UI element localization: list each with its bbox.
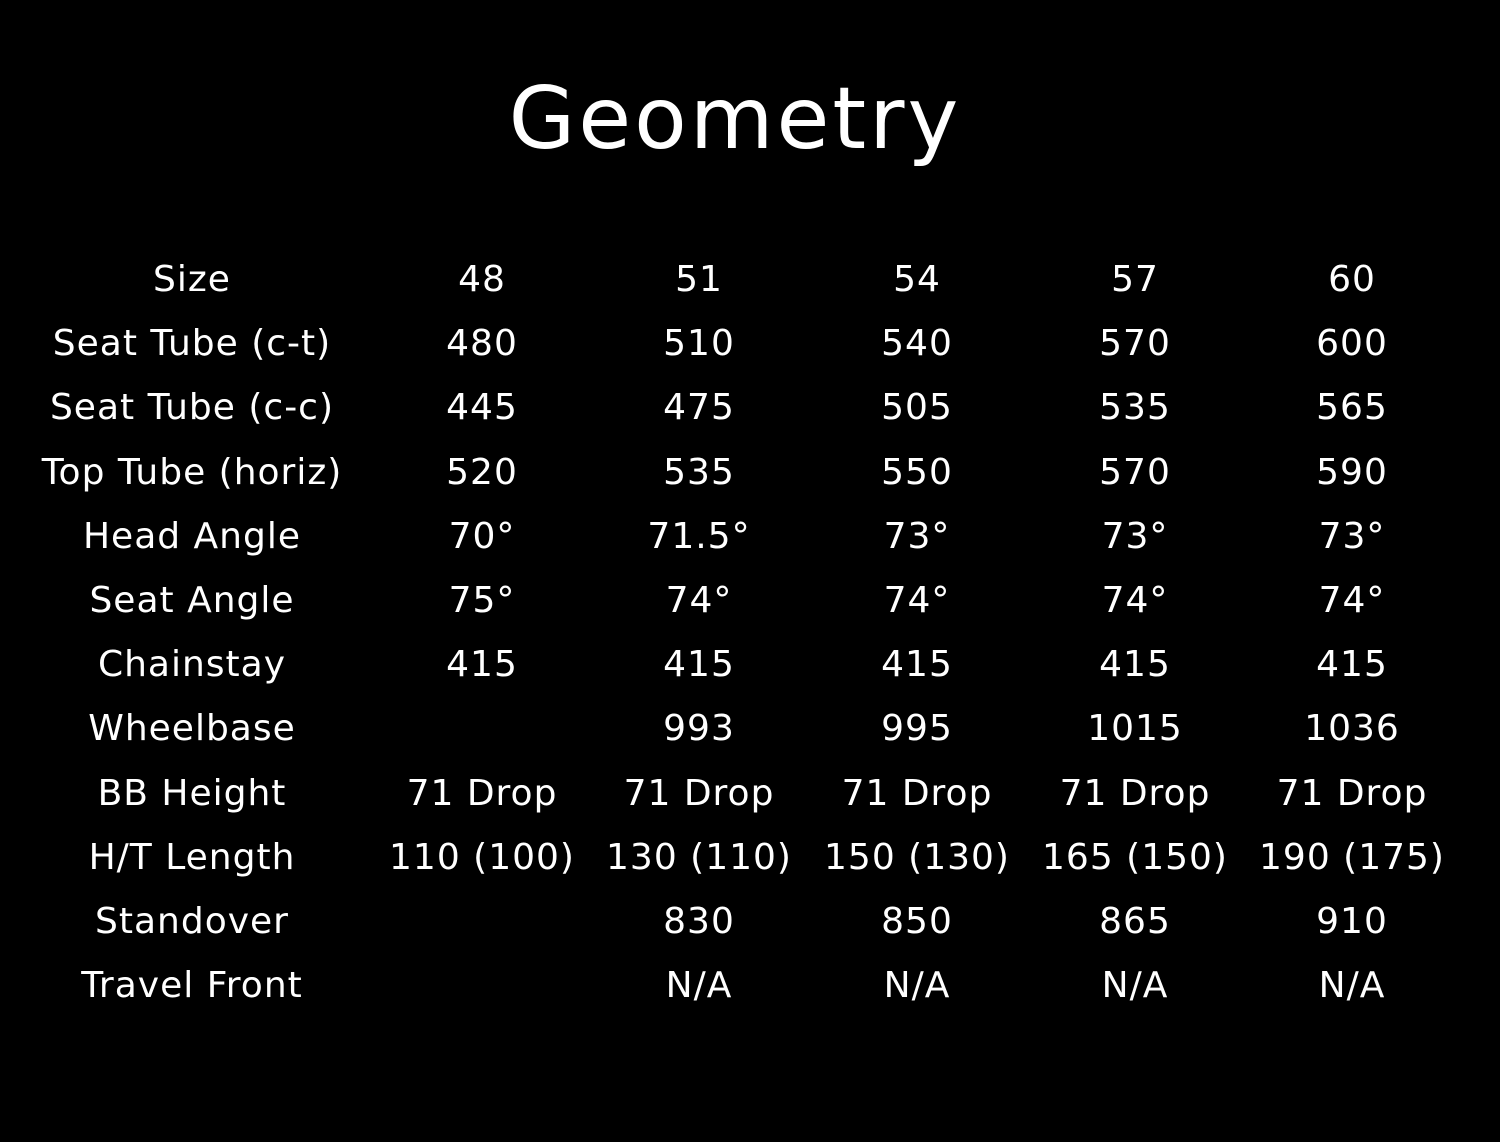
table-cell: 71 Drop [623,772,775,814]
table-cell: N/A [1101,965,1169,1007]
table-cell: 415 [446,644,518,686]
table-cell: 165 (150) [1042,836,1228,878]
table-cell: 415 [663,644,735,686]
geometry-table [0,248,1500,1018]
table-row-bb-height [0,762,1500,826]
table-cell: 74° [883,579,951,621]
table-row-chainstay [0,633,1500,697]
table-cell: 110 (100) [389,836,575,878]
table-cell: 71 Drop [1276,772,1428,814]
table-cell: 73° [1318,515,1386,557]
table-row-seat-tube-cc [0,376,1500,440]
page-title: Geometry [508,69,962,169]
table-cell: 51 [675,259,723,300]
row-label: Chainstay [97,644,287,686]
table-row-standover [0,890,1500,954]
row-label: Seat Tube (c-t) [52,323,332,365]
row-label: Wheelbase [88,708,296,750]
row-label: Top Tube (horiz) [41,451,343,493]
table-cell: 1036 [1304,708,1400,750]
table-cell: 505 [881,387,953,429]
table-cell: N/A [665,965,733,1007]
table-cell: 540 [881,323,953,365]
table-cell: 190 (175) [1259,836,1445,878]
table-cell: 445 [446,387,518,429]
table-cell: 570 [1099,451,1171,493]
table-row-head-angle [0,505,1500,569]
table-cell: 73° [1101,515,1169,557]
table-cell: 130 (110) [606,836,792,878]
table-row-seat-angle [0,569,1500,633]
table-cell: 71 Drop [1059,772,1211,814]
row-label: BB Height [97,772,287,814]
row-label: Size [153,259,231,300]
table-cell: 74° [1101,579,1169,621]
table-cell: 150 (130) [824,836,1010,878]
table-cell: 520 [446,451,518,493]
table-cell: 590 [1316,451,1388,493]
table-cell: 57 [1111,259,1159,300]
row-label: Head Angle [82,515,302,557]
row-label: Travel Front [81,965,303,1007]
table-cell: 865 [1099,900,1171,942]
table-row-travel-front [0,954,1500,1018]
table-cell: 54 [893,259,941,300]
table-cell: 73° [883,515,951,557]
table-cell: 565 [1316,387,1388,429]
table-cell: 71.5° [647,515,751,557]
table-cell: 993 [663,708,735,750]
table-cell: 75° [448,579,516,621]
table-cell: 74° [665,579,733,621]
table-cell: N/A [1318,965,1386,1007]
row-label: Standover [95,900,289,942]
table-cell: 71 Drop [841,772,993,814]
table-cell: 570 [1099,323,1171,365]
row-label: H/T Length [88,836,296,878]
table-cell: 480 [446,323,518,365]
table-cell: 510 [663,323,735,365]
table-cell: N/A [883,965,951,1007]
table-cell: 70° [448,515,516,557]
table-cell: 48 [458,259,506,300]
table-cell: 475 [663,387,735,429]
table-cell: 600 [1316,323,1388,365]
table-cell: 415 [881,644,953,686]
table-row-ht-length [0,826,1500,890]
table-row-size [0,248,1500,312]
table-cell: 910 [1316,900,1388,942]
table-cell: 535 [1099,387,1171,429]
table-cell: 1015 [1087,708,1183,750]
table-cell: 535 [663,451,735,493]
table-cell: 60 [1328,259,1376,300]
table-cell: 415 [1099,644,1171,686]
table-cell: 830 [663,900,735,942]
row-label: Seat Angle [89,579,295,621]
table-cell: 71 Drop [406,772,558,814]
table-cell: 995 [881,708,953,750]
table-cell: 415 [1316,644,1388,686]
table-row-top-tube [0,441,1500,505]
table-cell: 850 [881,900,953,942]
table-cell: 550 [881,451,953,493]
table-row-seat-tube-ct [0,312,1500,376]
table-cell: 74° [1318,579,1386,621]
table-row-wheelbase [0,697,1500,761]
row-label: Seat Tube (c-c) [49,387,335,429]
